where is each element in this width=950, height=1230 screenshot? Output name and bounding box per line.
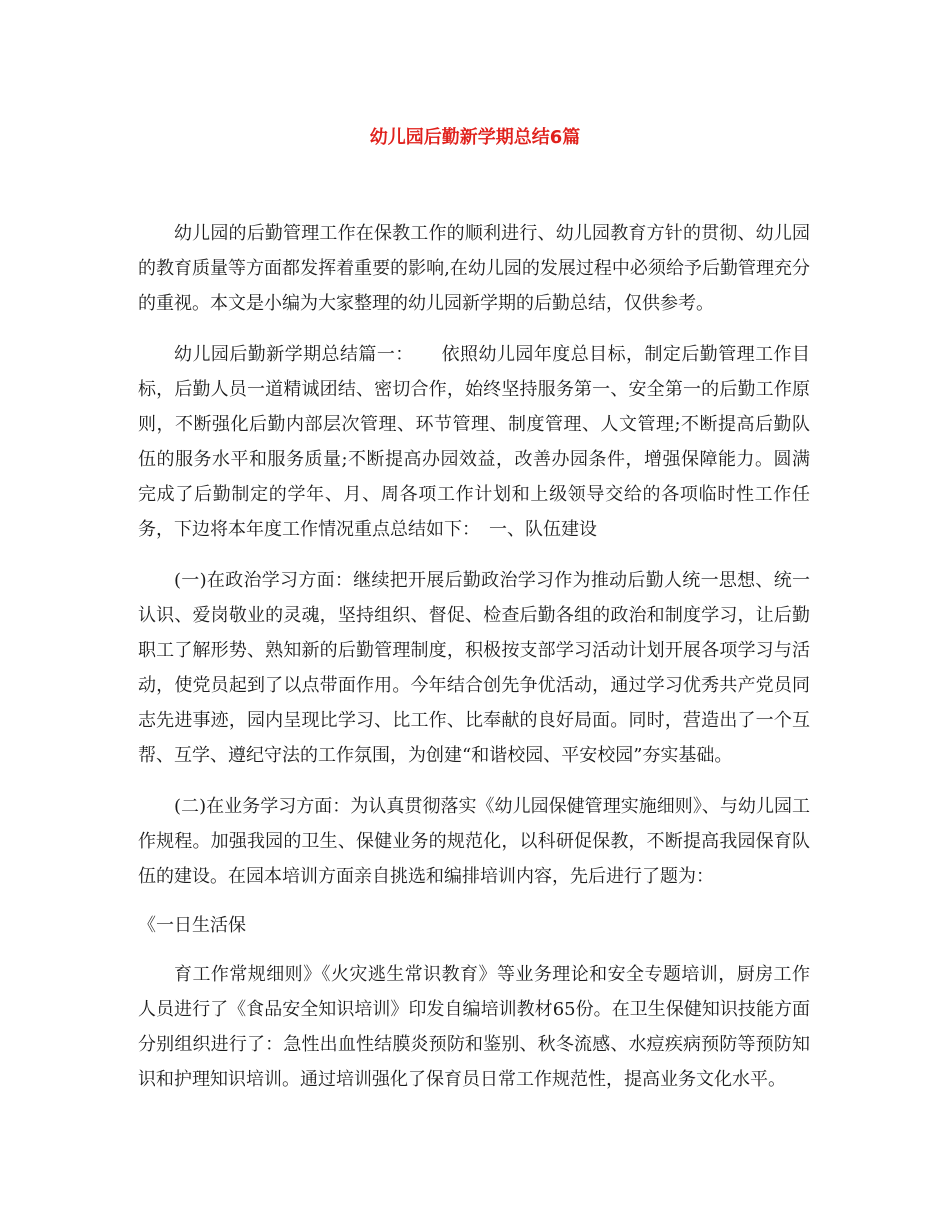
- intro-paragraph: 幼儿园的后勤管理工作在保教工作的顺利进行、幼儿园教育方针的贯彻、幼儿园的教育质量等方面都发挥着重要的影响,在幼儿园的发展过程中必须给予后勤管理充分的重视。本文是小编为大家整理的幼儿园新学期的后勤总结，仅供参考。: [138, 223, 810, 314]
- training-paragraph: 育工作常规细则》《火灾逃生常识教育》等业务理论和安全专题培训，厨房工作人员进行了《食品安全知识培训》印发自编培训教材65份。在卫生保健知识技能方面分别组织进行了：急性出血性结膜炎预防和鉴别、秋冬流感、水痘疾病预防等预防知识和护理知识培训。通过培训强化了保育员日常工作规范性，提高业务文化水平。: [138, 964, 810, 1090]
- daily-care-fragment: 《一日生活保: [138, 915, 246, 936]
- business-study-paragraph: (二)在业务学习方面：为认真贯彻落实《幼儿园保健管理实施细则》、与幼儿园工作规程。加强我园的卫生、保健业务的规范化，以科研促保教，不断提高我园保育队伍的建设。在园本培训方面亲自挑选和编排培训内容，先后进行了题为：: [138, 796, 810, 887]
- document-body: [138, 216, 810, 1113]
- summary-part-one-paragraph: 幼儿园后勤新学期总结篇一： 依照幼儿园年度总目标，制定后勤管理工作目标，后勤人员一道精诚团结、密切合作，始终坚持服务第一、安全第一的后勤工作原则，不断强化后勤内部层次管理、环节管理、制度管理、人文管理;不断提高后勤队伍的服务水平和服务质量;不断提高办园效益，改善办园条件，增强保障能力。圆满完成了后勤制定的学年、月、周各项工作计划和上级领导交给的各项临时性工作任务，下边将本年度工作情况重点总结如下： 一、队伍建设: [138, 344, 810, 540]
- document-title: 幼儿园后勤新学期总结6篇: [369, 127, 581, 148]
- political-study-paragraph: (一)在政治学习方面：继续把开展后勤政治学习作为推动后勤人统一思想、统一认识、爱岗敬业的灵魂，坚持组织、督促、检查后勤各组的政治和制度学习，让后勤职工了解形势、熟知新的后勤管理制度，积极按支部学习活动计划开展各项学习与活动，使党员起到了以点带面作用。今年结合创先争优活动，通过学习优秀共产党员同志先进事迹，园内呈现比学习、比工作、比奉献的良好局面。同时，营造出了一个互帮、互学、遵纪守法的工作氛围，为创建“和谐校园、平安校园”夯实基础。: [138, 570, 810, 766]
